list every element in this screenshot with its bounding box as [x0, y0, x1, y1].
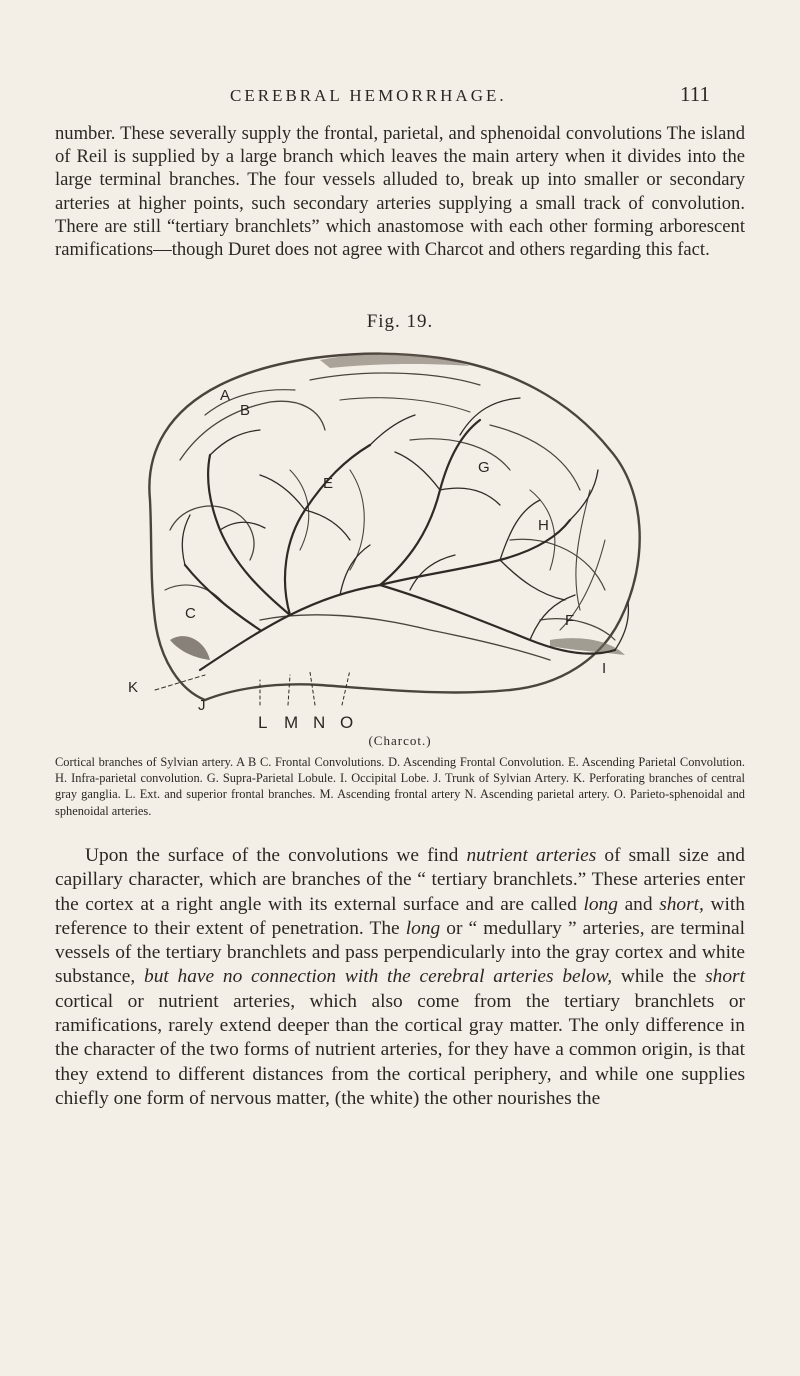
label-f: F [565, 612, 575, 629]
figure-credit: (Charcot.) [368, 733, 432, 748]
label-l: L [258, 713, 268, 732]
label-a: A [220, 387, 231, 404]
brain-artery-illustration [110, 340, 670, 710]
label-j: J [198, 697, 206, 710]
running-head [210, 82, 710, 110]
page-number: 111 [680, 82, 710, 106]
paragraph-intro: number. These severally supply the frontal, parietal, and sphenoidal convolutions The island of Reil is supplied by a large branch which leaves the main artery when it divides into the large terminal branches. The four vessels alluded to, break up into smaller or secondary arteries at higher points, such secondary arteries supplying a small track of convolution. There are still “tertiary branchlets” which anastomose with each other forming arborescent ramifications—though Duret does not agree with Charcot and others regarding this fact. [55, 123, 745, 261]
label-k: K [128, 679, 139, 696]
label-b: B [240, 402, 251, 419]
figure-bottom-labels [110, 710, 670, 732]
running-title: CEREBRAL HEMORRHAGE. [230, 86, 507, 105]
label-g: G [478, 459, 490, 476]
label-m: M [284, 713, 299, 732]
figure-caption: Cortical branches of Sylvian artery. A B C. Frontal Convolutions. D. Ascending Frontal Convolution. E. Ascending Parietal Convolution. H. Infra-parietal convolution. G. Supra-Parietal Lobule. I. Occipital Lobe. J. Trunk of Sylvian Artery. K. Perforating branches of central gray ganglia. L. Ext. and superior frontal branches. M. Ascending frontal artery N. Ascending parietal artery. O. Parieto-sphenoidal and sphenoidal arteries. [55, 755, 745, 818]
label-e: E [323, 475, 334, 492]
label-o: O [340, 713, 354, 732]
paragraph-nutrient-arteries: Upon the surface of the convolutions we find nutrient arteries of small size and capillary character, which are branches of the “ tertiary branchlets.” These arteries enter the cortex at a right angle with its external surface and are called long and short, with reference to their extent of penetration. The long or “ medullary ” arteries, are terminal vessels of the tertiary branchlets and pass perpendicularly into the gray cortex and white substance, but have no connection with the cerebral arteries below, while the short cortical or nutrient arteries, which also come from the tertiary branchlets or ramifications, rarely extend deeper than the cortical gray matter. The only difference in the character of the two forms of nutrient arteries, for they have a common origin, is that they extend to different distances from the cortical periphery, and while one supplies chiefly one form of nervous matter, (the white) the other nourishes the [55, 845, 745, 1109]
figure-title: Fig. 19. [366, 311, 434, 332]
label-h: H [538, 517, 549, 534]
label-n: N [313, 713, 326, 732]
label-c: C [185, 605, 196, 622]
label-i: I [602, 660, 607, 677]
sylvian-artery-tree [185, 420, 615, 670]
